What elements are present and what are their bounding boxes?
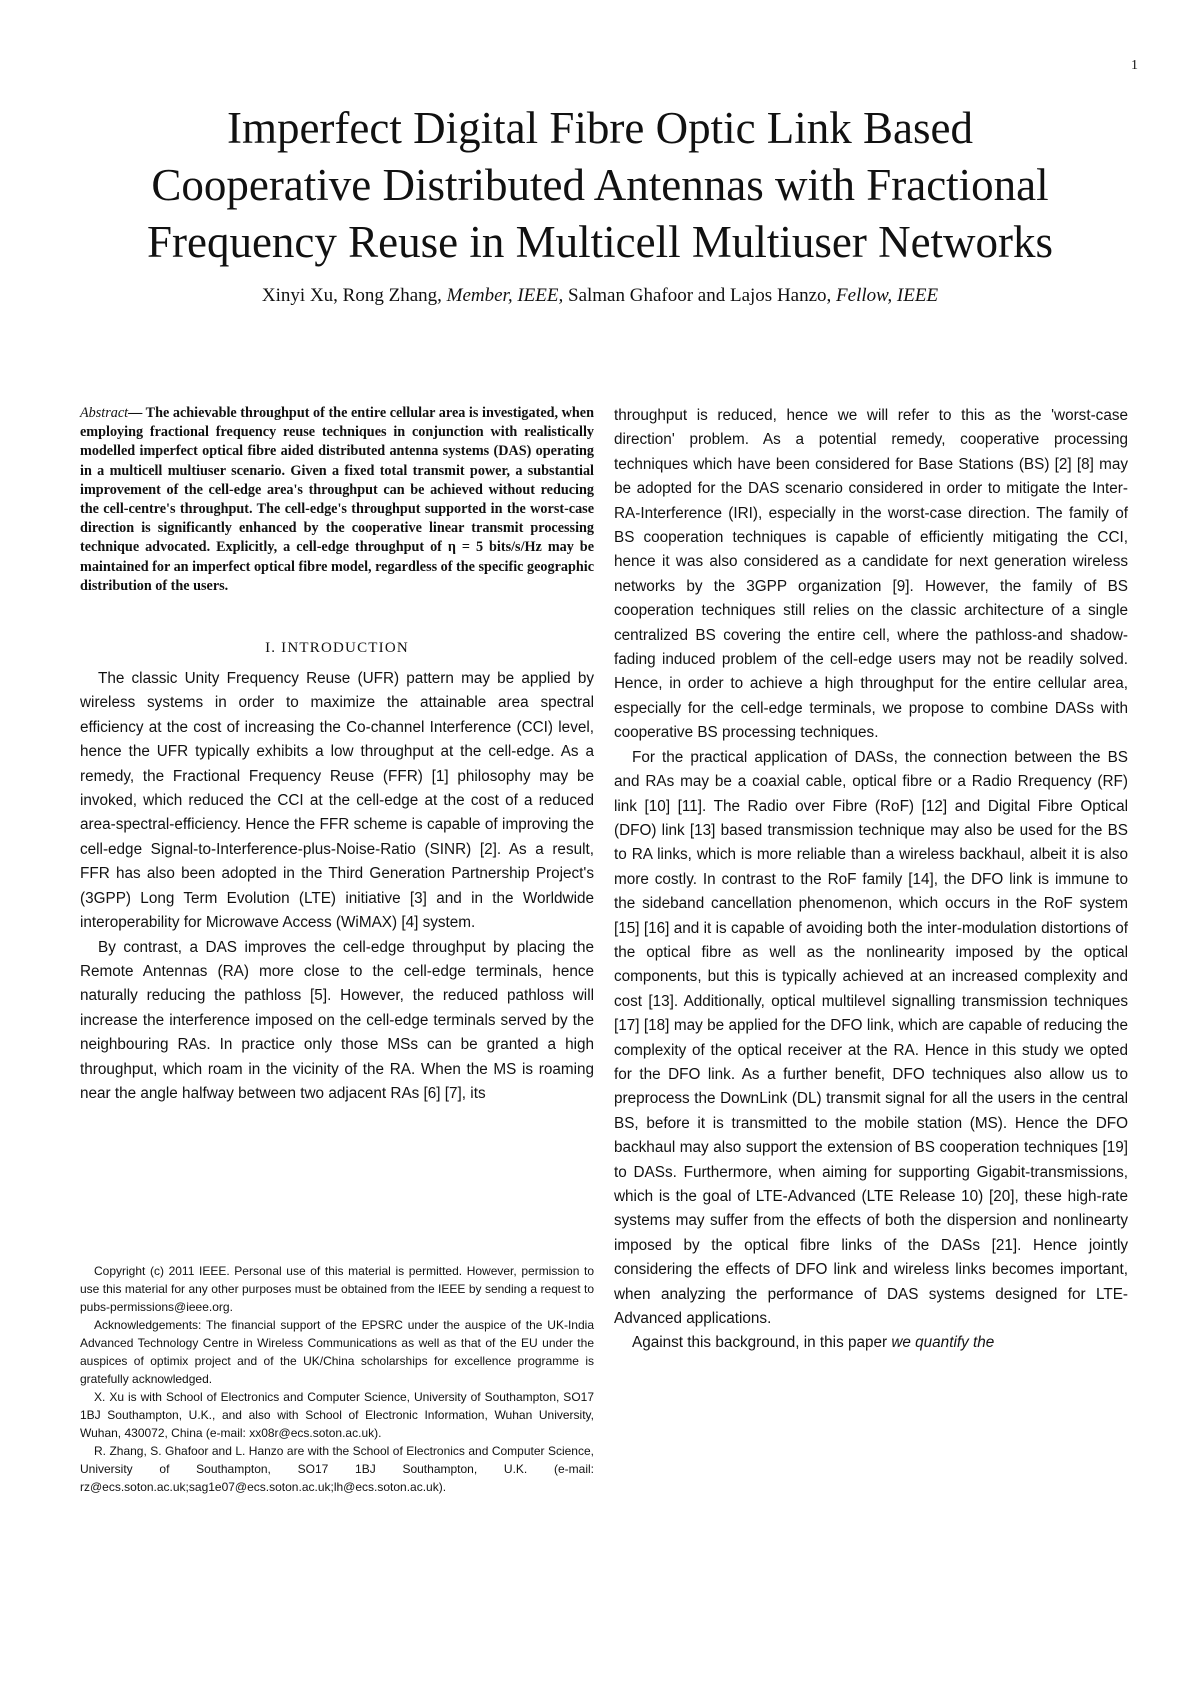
abstract-text: — The achievable throughput of the entire cellular area is investigated, when employing fractional frequency reuse techniques in conjunction with realistically modelled imperfect optical fibre aided distributed antenna systems (DAS) operating in a multicell multiuser scenario. Given a fixed total transmit power, a substantial improvement of the cell-edge area's throughput can be achieved without reducing the cell-centre's throughput. The cell-edge's throughput supported in the worst-case direction is significantly enhanced by the cooperative linear transmit processing technique advocated. Explicitly, a cell-edge throughput of η = 5 bits/s/Hz may be maintained for an imperfect optical fibre model, regardless of the specific geographic distribution of the users. bbox=[80, 405, 594, 594]
footnote-copyright: Copyright (c) 2011 IEEE. Personal use of this material is permitted. However, permission to use this material for any other purposes must be obtained from the IEEE by sending a request to pubs-permissions@ieee.org. bbox=[80, 1264, 594, 1314]
paragraph-dfo: For the practical application of DASs, the connection between the BS and RAs may be a coaxial cable, optical fibre or a Radio Rrequency (RF) link [10] [11]. The Radio over Fibre (RoF) [12] and Digital Fibre Optical (DFO) link [13] based transmission technique may also be used for the BS to RA links, which is more reliable than a wireless backhaul, albeit it is also more costly. In contrast to the RoF family [14], the DFO link is immune to the sideband cancellation phenomenon, which occurs in the RoF system [15] [16] and it is capable of avoiding both the inter-modulation distortions of the optical fibre as well as the nonlinearity imposed by the optical components, but this is typically achieved at an increased complexity and cost [13]. Additionally, optical multilevel signalling transmission techniques [17] [18] may be applied for the DFO link, which are capable of reducing the complexity of the optical receiver at the RA. Hence in this study we opted for the DFO link. As a further benefit, DFO techniques also allow us to preprocess the DownLink (DL) transmit signal for all the users in the central BS, before it is transmitted to the mobile station (MS). Hence the DFO backhaul may also support the extension of BS cooperation techniques [19] to DASs. Furthermore, when aiming for supporting Gigabit-transmissions, which is the goal of LTE-Advanced (LTE Release 10) [20], these high-rate systems may suffer from the effects of both the dispersion and nonlinearty imposed by the optical fibre links of the DASs [21]. Hence jointly considering the effects of DFO link and wireless links becomes important, when analyzing the performance of DAS systems designed for LTE-Advanced applications. bbox=[614, 748, 1128, 1328]
background-text: Against this background, in this paper bbox=[632, 1334, 892, 1352]
page-number: 1 bbox=[1131, 58, 1138, 73]
paragraph-background bbox=[614, 1331, 1128, 1355]
title-line-3: Frequency Reuse in Multicell Multiuser Networks bbox=[146, 217, 1054, 267]
paragraph-worst-case: throughput is reduced, hence we will refer to this as the 'worst-case direction' problem. As a potential remedy, cooperative processing techniques which have been considered for Base Stations (BS) [2] [8] may be adopted for the DAS scenario considered in order to mitigate the Inter-RA-Interference (IRI), especially in the worst-case direction. The family of BS cooperation techniques is capable of efficiently mitigating the CCI, hence it was also considered as a candidate for next generation wireless networks by the 3GPP organization [9]. However, the family of BS cooperation techniques still relies on the classic architecture of a single centralized BS covering the entire cell, where the pathloss-and shadow-fading induced problem of the cell-edge users may not be readily solved. Hence, in order to achieve a high throughput for the entire cellular area, especially for the cell-edge terminals, we propose to combine DASs with cooperative BS processing techniques. bbox=[614, 407, 1128, 742]
authors-part-2: Salman Ghafoor and Lajos Hanzo, bbox=[563, 285, 837, 306]
author-rank-member: Member, IEEE, bbox=[446, 285, 564, 306]
background-emphasis: we quantify the bbox=[891, 1334, 995, 1352]
footnote-acknowledgements: Acknowledgements: The financial support of the EPSRC under the auspice of the UK-India Advanced Technology Centre in Wireless Communications as well as that of the EU under the auspices of optimix project and of the UK/China scholarships for excellence programme is gratefully acknowledged. bbox=[80, 1318, 594, 1386]
footnote-affiliation-others: R. Zhang, S. Ghafoor and L. Hanzo are with the School of Electronics and Computer Science, University of Southampton, SO17 1BJ Southampton, U.K. (e-mail: rz@ecs.soton.ac.uk;sag1e07@ecs.soton.ac.uk;lh@ecs.soton.ac.uk). bbox=[80, 1444, 594, 1494]
footnote-affiliation-xu: X. Xu is with School of Electronics and Computer Science, University of Southampton, SO17 1BJ Southampton, U.K., and also with School of Electronic Information, Wuhan University, Wuhan, 430072, China (e-mail: xx08r@ecs.soton.ac.uk). bbox=[80, 1390, 594, 1440]
title-line-1: Imperfect Digital Fibre Optic Link Based bbox=[226, 103, 974, 153]
paragraph-ufr: The classic Unity Frequency Reuse (UFR) pattern may be applied by wireless systems in order to maximize the attainable area spectral efficiency at the cost of increasing the Co-channel Interference (CCI) level, hence the UFR typically exhibits a low throughput at the cell-edge. As a remedy, the Fractional Frequency Reuse (FFR) [1] philosophy may be invoked, which reduced the CCI at the cell-edge at the cost of a reduced area-spectral-efficiency. Hence the FFR scheme is capable of improving the cell-edge Signal-to-Interference-plus-Noise-Ratio (SINR) [2]. As a result, FFR has also been adopted in the Third Generation Partnership Project's (3GPP) Long Term Evolution (LTE) initiative [3] and in the Worldwide interoperability for Microwave Access (WiMAX) [4] system. bbox=[80, 670, 594, 932]
authors-part-1: Xinyi Xu, Rong Zhang, bbox=[261, 285, 447, 306]
left-column bbox=[80, 404, 594, 1106]
abstract bbox=[80, 404, 594, 596]
footnotes bbox=[80, 1262, 594, 1496]
author-rank-fellow: Fellow, IEEE bbox=[836, 285, 939, 306]
paragraph-das: By contrast, a DAS improves the cell-edge throughput by placing the Remote Antennas (RA) more close to the cell-edge terminals, hence naturally reducing the pathloss [5]. However, the reduced pathloss will increase the interference imposed on the cell-edge terminals served by the neighbouring RAs. In practice only those MSs can be granted a high throughput, which roam in the vicinity of the RA. When the MS is roaming near the angle halfway between two adjacent RAs [6] [7], its bbox=[80, 938, 594, 1102]
paper-title bbox=[70, 100, 1130, 271]
author-line bbox=[70, 285, 1130, 307]
abstract-label: Abstract bbox=[80, 405, 129, 421]
right-column bbox=[614, 404, 1128, 1356]
title-line-2: Cooperative Distributed Antennas with Fractional bbox=[151, 160, 1049, 210]
section-heading-introduction: I. INTRODUCTION bbox=[265, 640, 409, 657]
title-block bbox=[70, 100, 1130, 307]
